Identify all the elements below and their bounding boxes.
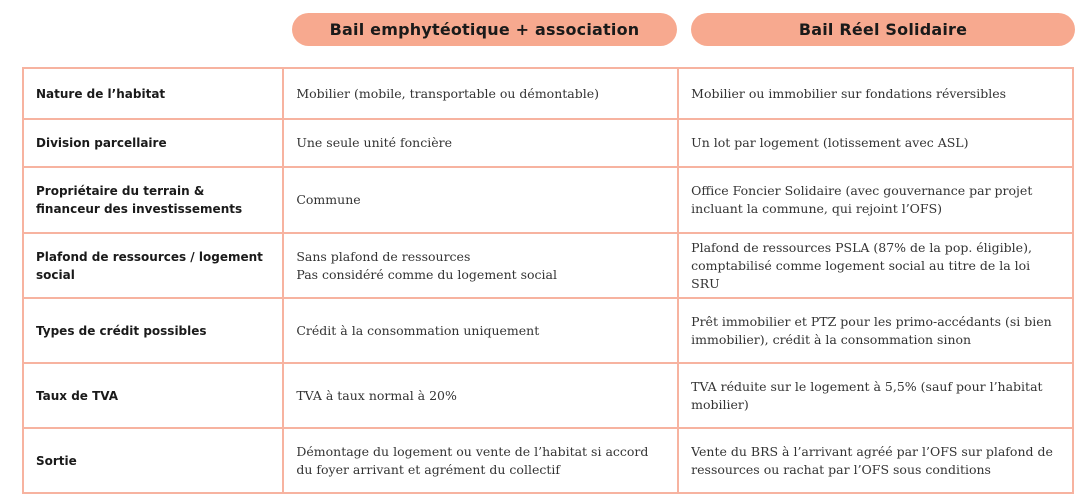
cell-bail-emphyteotique: Sans plafond de ressources Pas considéré comme du logement social — [283, 233, 678, 298]
cell-bail-emphyteotique: Crédit à la consommation uniquement — [283, 298, 678, 363]
cell-bail-emphyteotique: Une seule unité foncière — [283, 119, 678, 167]
cell-bail-reel-solidaire: Prêt immobilier et PTZ pour les primo-accédants (si bien immobilier), crédit à la consommation sinon — [678, 298, 1073, 363]
table-row — [23, 167, 1073, 233]
row-label: Division parcellaire — [23, 119, 283, 167]
cell-bail-emphyteotique: TVA à taux normal à 20% — [283, 363, 678, 428]
cell-bail-reel-solidaire: Plafond de ressources PSLA (87% de la pop. éligible), comptabilisé comme logement social au titre de la loi SRU — [678, 233, 1073, 298]
cell-bail-emphyteotique: Mobilier (mobile, transportable ou démontable) — [283, 68, 678, 119]
cell-bail-reel-solidaire: TVA réduite sur le logement à 5,5% (sauf pour l’habitat mobilier) — [678, 363, 1073, 428]
row-label: Types de crédit possibles — [23, 298, 283, 363]
column-header-bail-reel-solidaire: Bail Réel Solidaire — [691, 13, 1075, 46]
cell-bail-reel-solidaire: Un lot par logement (lotissement avec ASL) — [678, 119, 1073, 167]
row-label: Nature de l’habitat — [23, 68, 283, 119]
row-label: Plafond de ressources / logement social — [23, 233, 283, 298]
table-row — [23, 298, 1073, 363]
cell-bail-reel-solidaire: Vente du BRS à l’arrivant agréé par l’OFS sur plafond de ressources ou rachat par l’OFS sous conditions — [678, 428, 1073, 493]
row-label: Sortie — [23, 428, 283, 493]
table-row — [23, 233, 1073, 298]
table-row — [23, 119, 1073, 167]
table-row — [23, 68, 1073, 119]
cell-bail-reel-solidaire: Office Foncier Solidaire (avec gouvernance par projet incluant la commune, qui rejoint l’OFS) — [678, 167, 1073, 233]
cell-bail-emphyteotique: Commune — [283, 167, 678, 233]
table-row — [23, 363, 1073, 428]
table-row — [23, 428, 1073, 493]
cell-bail-emphyteotique: Démontage du logement ou vente de l’habitat si accord du foyer arrivant et agrément du collectif — [283, 428, 678, 493]
comparison-table — [22, 67, 1074, 494]
row-label: Taux de TVA — [23, 363, 283, 428]
cell-bail-reel-solidaire: Mobilier ou immobilier sur fondations réversibles — [678, 68, 1073, 119]
column-header-bail-emphyteotique: Bail emphytéotique + association — [292, 13, 677, 46]
row-label: Propriétaire du terrain & financeur des investissements — [23, 167, 283, 233]
